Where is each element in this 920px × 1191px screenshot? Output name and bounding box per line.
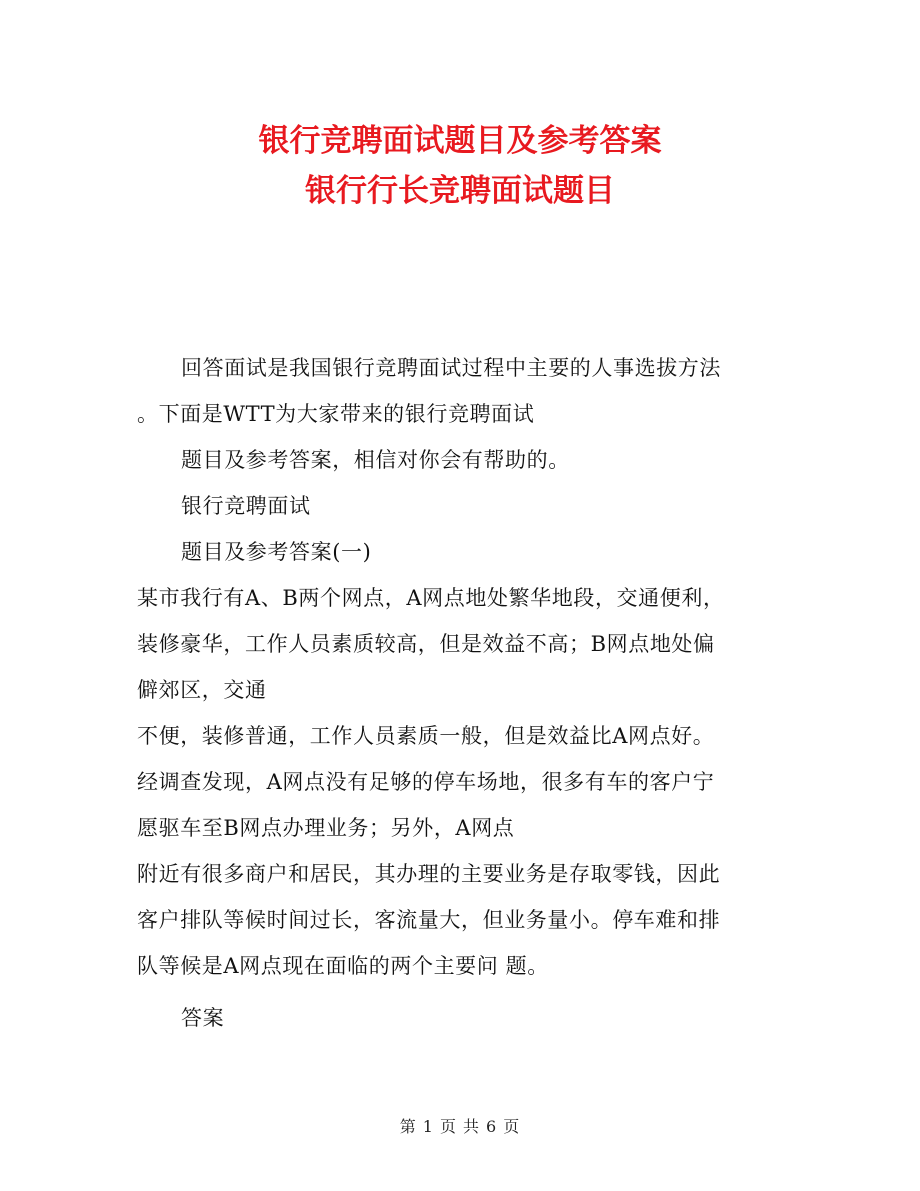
- paragraph-line: 不便，装修普通，工作人员素质一般，但是效益比A网点好。: [137, 724, 715, 748]
- page-current: 1: [422, 1117, 434, 1136]
- page-label-suffix: 页: [503, 1117, 521, 1136]
- document-title: [0, 116, 920, 216]
- section-heading: 题目及参考答案(一): [181, 540, 372, 564]
- paragraph-line: 队等候是A网点现在面临的两个主要问 题。: [137, 954, 549, 978]
- paragraph-line: 题目及参考答案，相信对你会有帮助的。: [181, 448, 570, 472]
- paragraph-line: 愿驱车至B网点办理业务；另外，A网点: [137, 816, 515, 840]
- answer-heading: 答案: [181, 1006, 225, 1030]
- paragraph-line: 附近有很多商户和居民，其办理的主要业务是存取零钱，因此: [137, 862, 721, 886]
- title-line-2: 银行行长竞聘面试题目: [305, 173, 615, 209]
- document-body: [137, 345, 787, 1041]
- page-footer: [0, 1114, 920, 1137]
- page-label-mid: 页 共: [439, 1117, 481, 1136]
- paragraph-line: 某市我行有A、B两个网点，A网点地处繁华地段，交通便利，: [137, 586, 725, 610]
- paragraph-line: 经调查发现，A网点没有足够的停车场地，很多有车的客户宁: [137, 770, 715, 794]
- paragraph-line: 僻郊区，交通: [137, 678, 267, 702]
- title-line-1: 银行竞聘面试题目及参考答案: [258, 123, 662, 159]
- page-total: 6: [486, 1117, 498, 1136]
- paragraph-line: 装修豪华，工作人员素质较高，但是效益不高；B网点地处偏: [137, 632, 715, 656]
- section-heading: 银行竞聘面试: [181, 494, 311, 518]
- paragraph-line: 。下面是WTT为大家带来的银行竞聘面试: [137, 402, 535, 426]
- page-label-prefix: 第: [399, 1117, 417, 1136]
- paragraph-line: 回答面试是我国银行竞聘面试过程中主要的人事选拔方法: [181, 356, 721, 380]
- paragraph-line: 客户排队等候时间过长，客流量大，但业务量小。停车难和排: [137, 908, 721, 932]
